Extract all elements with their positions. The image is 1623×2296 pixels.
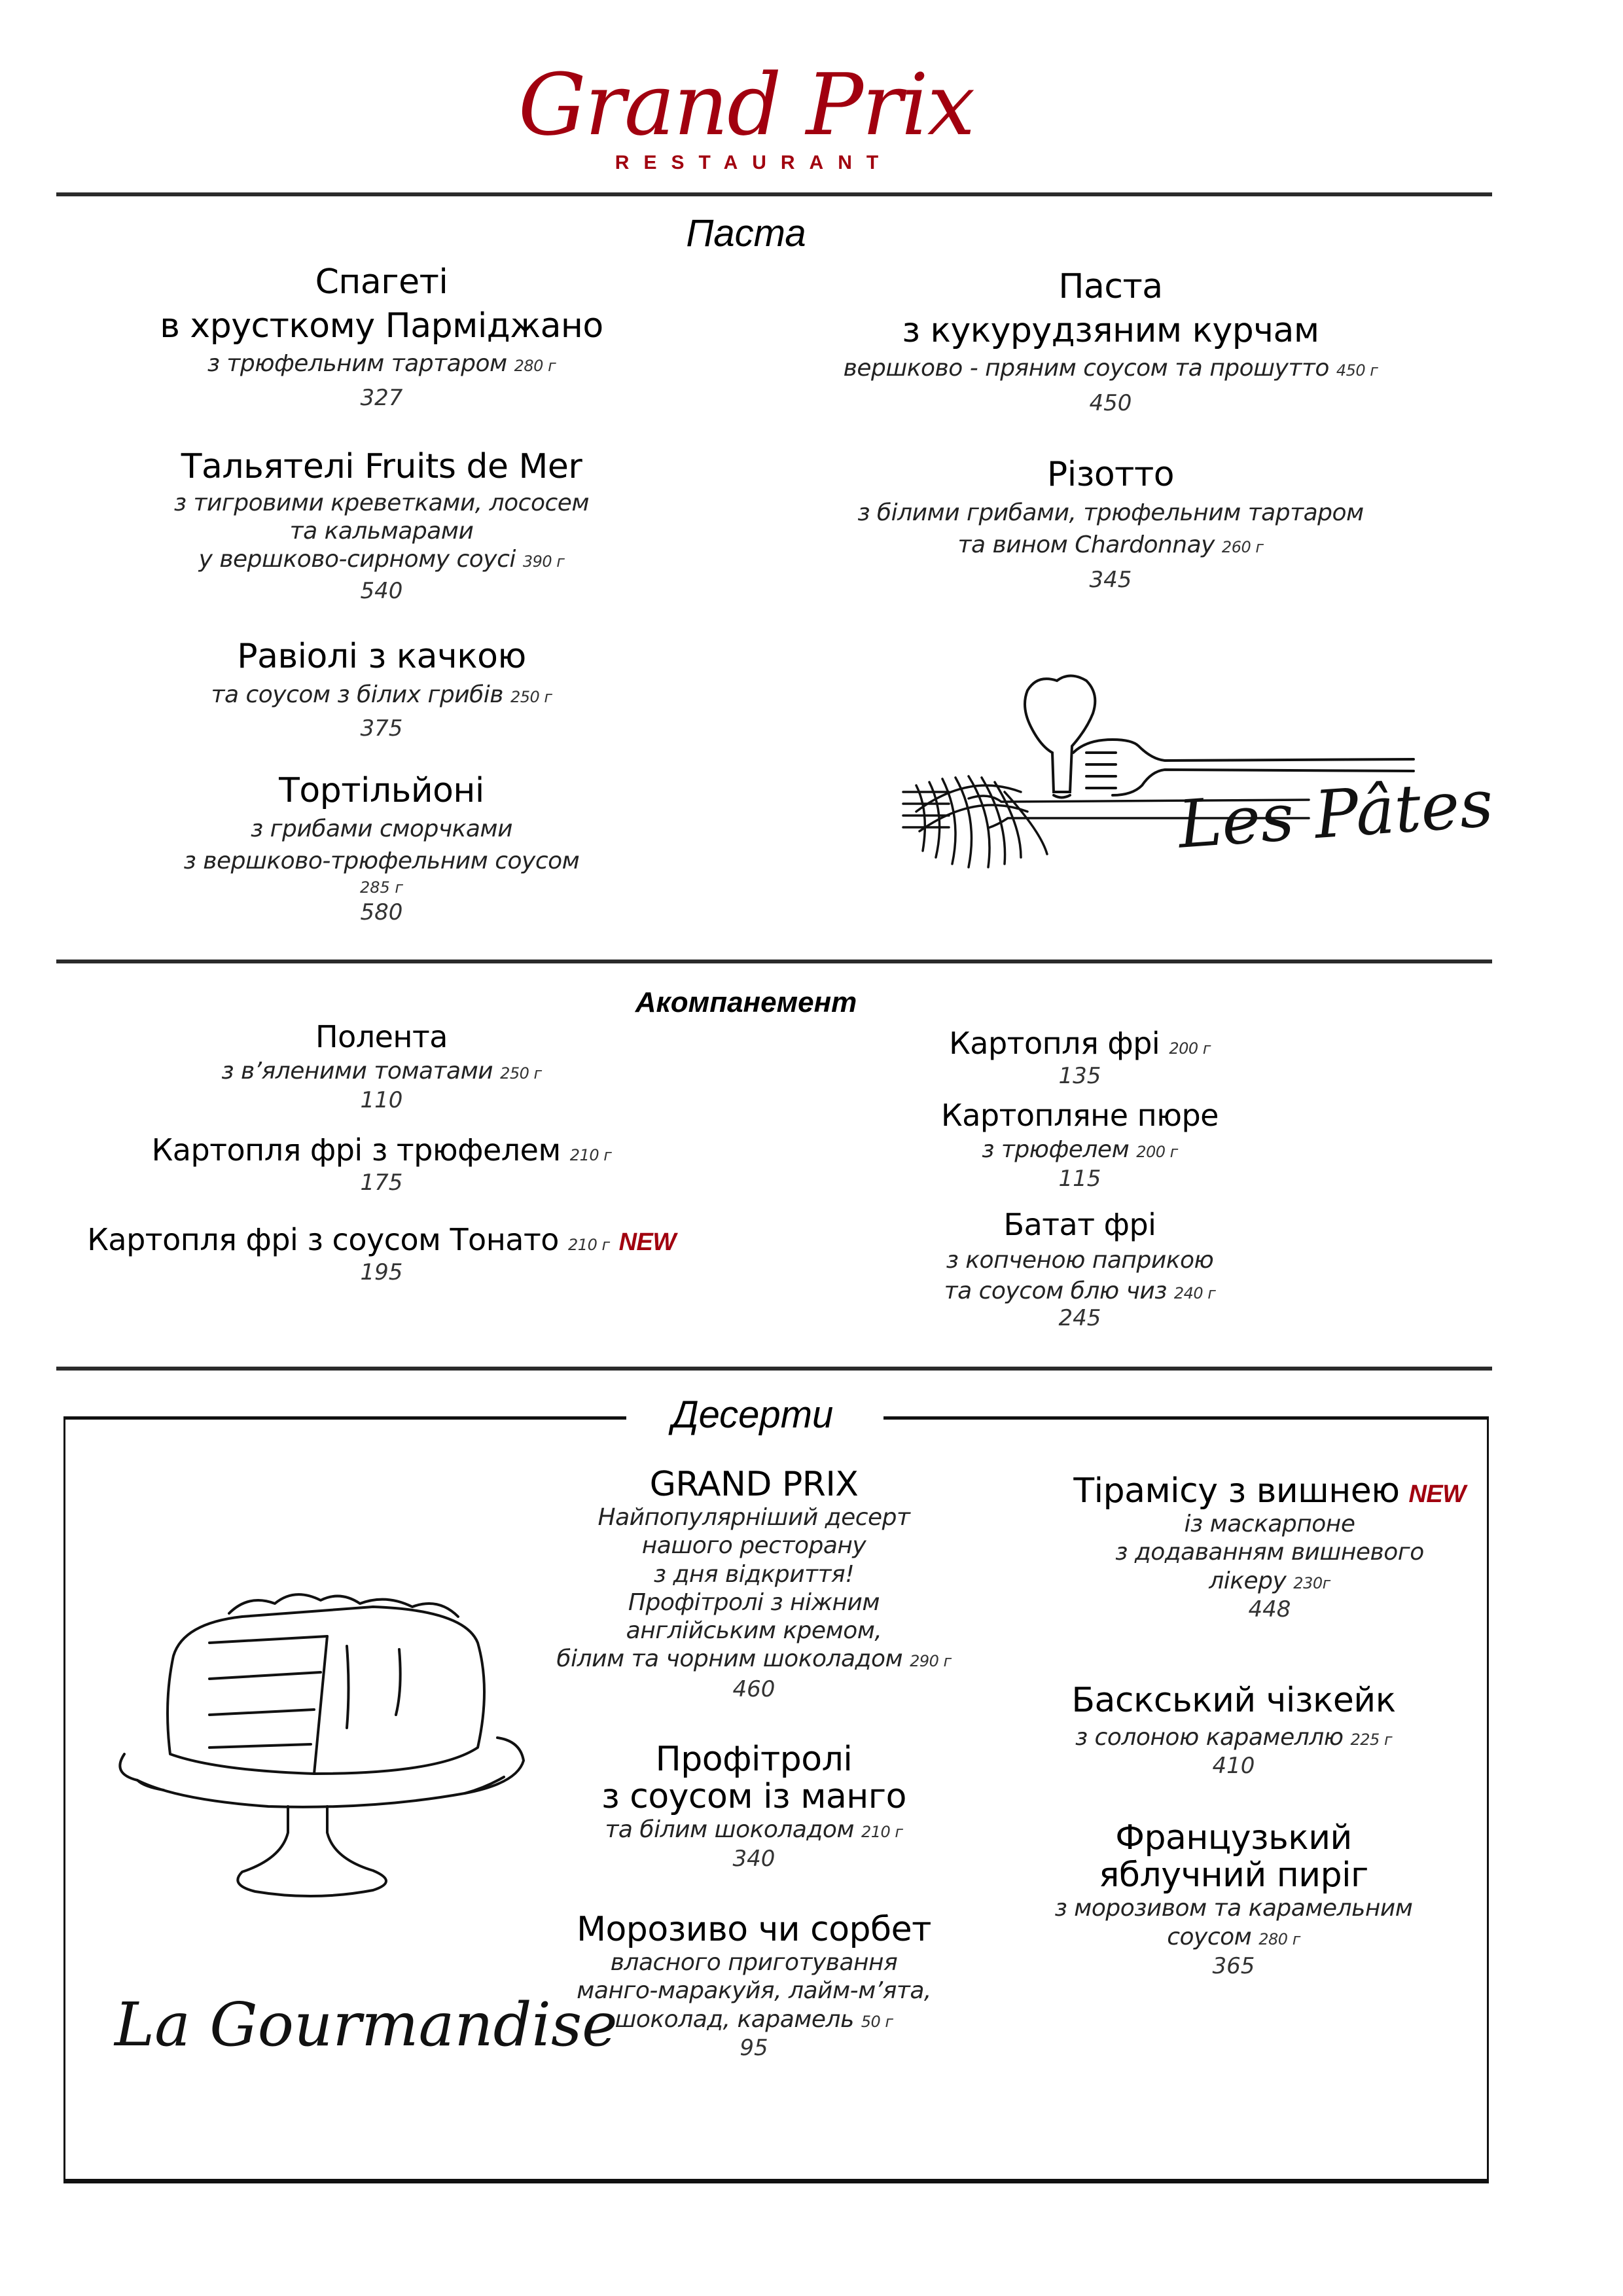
item-title: Батат фрі — [1003, 1207, 1156, 1242]
logo-wordmark: Grand Prix — [518, 55, 974, 154]
illustration-caption-la-gourmandise: La Gourmandise — [115, 1990, 618, 2060]
item-title: Різотто — [1046, 455, 1175, 494]
menu-item — [556, 1466, 951, 1706]
item-description: з тигровими креветками, лососем — [173, 489, 590, 516]
item-price: 245 — [1058, 1304, 1101, 1331]
item-title: Картопля фрі — [949, 1026, 1160, 1061]
menu-item — [1055, 1820, 1413, 1982]
item-description: вершково - пряним соусом та прошутто — [843, 355, 1329, 382]
item-description: з копченою паприкою — [946, 1246, 1214, 1274]
item-title: в хрусткому Парміджано — [160, 306, 603, 346]
menu-item — [221, 1018, 541, 1113]
illustration-caption-les-pates: Les Pâtes — [1175, 764, 1496, 863]
section-title-desserts: Десерти — [671, 1393, 834, 1436]
item-description: у вершково-сирному соусі — [198, 545, 516, 573]
item-description: з дня відкриття! — [653, 1560, 855, 1588]
item-price: 195 — [360, 1259, 403, 1285]
item-title: Полента — [315, 1019, 448, 1054]
menu-item — [152, 1131, 612, 1196]
item-description: манго-маракуйя, лайм-м’ята, — [577, 1977, 931, 2005]
item-weight: 280 г — [514, 357, 556, 376]
logo-subtitle: RESTAURANT — [615, 152, 893, 173]
item-weight: 200 г — [1136, 1142, 1178, 1161]
item-description: та кальмарами — [289, 517, 474, 545]
item-description: лікеру — [1209, 1567, 1287, 1594]
desserts-frame-top-right — [883, 1416, 1489, 1420]
item-title: з кукурудзяним курчам — [902, 310, 1319, 350]
item-title: Картопляне пюре — [941, 1098, 1219, 1133]
item-price: 375 — [360, 715, 403, 742]
item-title: Картопля фрі з трюфелем — [151, 1132, 561, 1168]
item-price: 340 — [732, 1845, 776, 1872]
item-weight: 260 г — [1221, 538, 1264, 557]
item-price: 327 — [360, 384, 403, 411]
item-title: Картопля фрі з соусом Тонато — [87, 1222, 559, 1257]
item-weight: 200 г — [1169, 1039, 1211, 1058]
item-description: та соусом блю чиз — [944, 1277, 1167, 1304]
item-weight: 290 г — [910, 1652, 952, 1671]
item-weight: 250 г — [510, 687, 552, 706]
divider-sides — [56, 960, 1492, 963]
item-description: Профітролі з ніжним — [628, 1588, 880, 1616]
item-price: 448 — [1248, 1596, 1291, 1623]
item-title: Спагеті — [315, 262, 448, 302]
item-description: з додаванням вишневого — [1115, 1539, 1424, 1566]
item-weight: 210 г — [568, 1236, 610, 1254]
item-weight: 50 г — [861, 2012, 893, 2031]
menu-item — [1073, 1473, 1465, 1624]
menu-item — [949, 1024, 1211, 1090]
item-weight: 390 г — [522, 552, 565, 571]
cake-on-stand-icon — [120, 1594, 524, 1896]
menu-item — [844, 265, 1378, 423]
item-description: соусом — [1167, 1923, 1252, 1950]
item-weight: 280 г — [1258, 1929, 1300, 1948]
item-weight: 210 г — [569, 1146, 612, 1164]
menu-item — [87, 1221, 675, 1286]
item-description: нашого ресторану — [641, 1532, 866, 1560]
item-title: з соусом із манго — [601, 1777, 906, 1817]
item-price: 365 — [1212, 1952, 1255, 1979]
section-title-sides: Акомпанемент — [635, 986, 857, 1018]
menu-item — [577, 1911, 931, 2062]
item-weight: 240 г — [1173, 1283, 1216, 1302]
item-price: 135 — [1058, 1062, 1101, 1089]
item-description: Найпопулярніший десерт — [597, 1504, 910, 1532]
item-price: 410 — [1212, 1752, 1255, 1779]
item-title: GRAND PRIX — [649, 1465, 859, 1504]
item-price: 95 — [740, 2034, 768, 2061]
item-title: Морозиво чи сорбет — [577, 1910, 931, 1949]
menu-item — [941, 1096, 1219, 1192]
item-description: з морозивом та карамельним — [1054, 1895, 1413, 1922]
item-price: 580 — [360, 899, 403, 926]
menu-item — [601, 1741, 906, 1873]
item-weight: 450 г — [1336, 361, 1378, 380]
item-description: та білим шоколадом — [605, 1816, 855, 1844]
item-title: яблучний пиріг — [1099, 1856, 1368, 1895]
item-weight: 285 г — [359, 878, 404, 897]
item-description: з солоною карамеллю — [1075, 1723, 1344, 1751]
item-title: Тальятелі Fruits de Mer — [181, 447, 582, 486]
menu-item — [857, 453, 1363, 600]
menu-item — [184, 769, 580, 927]
item-weight: 250 г — [500, 1064, 542, 1083]
item-description: англійським кремом, — [626, 1617, 882, 1644]
item-price: 115 — [1058, 1165, 1101, 1192]
new-badge: NEW — [1408, 1480, 1466, 1508]
item-price: 450 — [1089, 389, 1132, 416]
new-badge: NEW — [618, 1229, 676, 1256]
item-description: власного приготування — [610, 1949, 898, 1977]
item-description: з в’яленими томатами — [221, 1057, 493, 1085]
desserts-frame-top-left — [63, 1416, 626, 1420]
item-title: Профітролі — [655, 1740, 853, 1779]
item-description: з грибами сморчками — [251, 815, 512, 842]
item-title: Тірамісу з вишнею — [1073, 1471, 1400, 1511]
item-description: та вином Chardonnay — [957, 531, 1215, 559]
item-price: 175 — [360, 1169, 403, 1196]
menu-item — [1071, 1679, 1395, 1780]
item-description: з трюфельним тартаром — [207, 350, 507, 378]
divider-top — [56, 192, 1492, 196]
item-description: із маскарпоне — [1184, 1511, 1355, 1538]
item-description: шоколад, карамель — [615, 2005, 854, 2033]
item-weight: 230г — [1293, 1573, 1330, 1592]
item-title: Паста — [1058, 267, 1163, 306]
item-price: 540 — [360, 578, 403, 605]
item-title: Тортільйоні — [279, 771, 484, 810]
item-title: Баскський чізкейк — [1071, 1681, 1396, 1720]
menu-item — [174, 445, 589, 609]
item-description: білим та чорним шоколадом — [556, 1645, 903, 1673]
menu-item — [160, 260, 603, 416]
cake-illustration — [98, 1558, 543, 1924]
item-weight: 225 г — [1350, 1730, 1393, 1749]
section-title-pasta: Паста — [686, 212, 806, 255]
item-weight: 210 г — [861, 1823, 903, 1842]
item-description: з трюфелем — [982, 1136, 1130, 1163]
item-price: 345 — [1089, 566, 1132, 593]
item-title: Французький — [1115, 1818, 1352, 1857]
item-description: та соусом з білих грибів — [211, 681, 504, 708]
item-title: Равіолі з качкою — [237, 637, 526, 676]
item-description: з вершково-трюфельним соусом — [183, 848, 580, 875]
item-price: 460 — [732, 1676, 776, 1703]
item-price: 110 — [360, 1086, 403, 1113]
menu-item — [211, 635, 552, 747]
item-description: з білими грибами, трюфельним тартаром — [857, 499, 1364, 526]
menu-item — [944, 1206, 1216, 1332]
divider-desserts — [56, 1367, 1492, 1371]
